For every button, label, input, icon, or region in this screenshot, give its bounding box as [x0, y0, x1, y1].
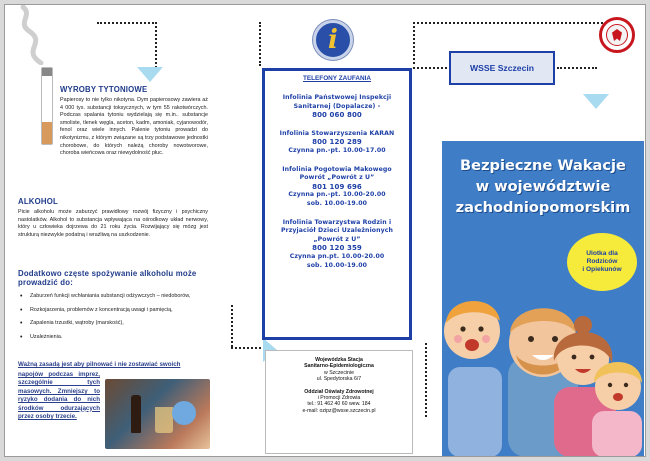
alcohol-text: Picie alkoholu może zaburzyć prawidłowy rozwój fizyczny i psychiczny nastolatków. Alkohol to substancja wpływająca na ośrodkowy układ nerwowy, który u człowieka dojrzewa do 21 roku życia. Rozwijający się mózg jest strukturą niezwykle podatną i wrażliwą na uszkodzenie. [18, 209, 208, 238]
hotline-phone: 800 060 800 [312, 111, 362, 120]
dotted-connector [259, 22, 261, 66]
hotlines-box [262, 68, 412, 340]
hotline-hours: Czynna pn.-pt. 10.00-20.00 [288, 191, 386, 199]
address-org: Wojewódzka Stacja [315, 357, 363, 363]
hotline-hours-saturday: sob. 10.00-19.00 [306, 261, 368, 269]
hotline-name: Infolinia Pogotowia Makowego Powrót „Powrót z U” [282, 165, 392, 182]
arrow-icon [583, 94, 609, 109]
emblem-icon [599, 17, 635, 53]
hotline-phone: 800 120 359 [312, 244, 362, 253]
badge-line: i Opiekunów [582, 266, 622, 273]
hotline-phone: 800 120 289 [312, 138, 362, 147]
dotted-connector [231, 305, 233, 347]
tobacco-heading: WYROBY TYTONIOWE [60, 85, 148, 94]
list-item: • Rozkojarzenia, problemów z koncentracją uwagi i pamięcią, [18, 307, 208, 315]
dotted-connector [413, 22, 603, 24]
address-street: ul. Spedytorska 6/7 [316, 376, 362, 383]
hotlines-title: TELEFONY ZAUFANIA [302, 75, 372, 82]
wsse-label-box [449, 51, 555, 85]
hotline-entry [271, 130, 403, 156]
cigarette-icon [41, 67, 53, 145]
address-email: e-mail: ozipz@wsse.szczecin.pl [302, 407, 376, 414]
dotted-connector [557, 67, 597, 69]
badge-line: Ulotka dla [586, 250, 618, 257]
audience-badge [567, 233, 637, 291]
tobacco-text-a [60, 97, 208, 158]
address-dept: Oddział Oświaty Zdrowotnej [304, 388, 374, 395]
dotted-connector [413, 22, 415, 64]
leaflet-title [442, 155, 644, 218]
dotted-connector [97, 22, 157, 24]
address-org: w Szczecinie [324, 369, 354, 376]
warning-line1: Ważną zasadą jest aby pilnować i nie zostawiać swoich [18, 361, 181, 368]
warning-text: napojów podczas imprez, szczególnie tych masowych. Zmniejszy to ryzyko dodania do nich środków odurzających przez osoby trzecie. [18, 371, 100, 421]
smoke-decoration [11, 5, 51, 65]
title-line: w województwie [475, 178, 611, 195]
alcohol-heading: ALKOHOL [18, 197, 58, 206]
hotline-name: Infolinia Państwowej Inspekcji Sanitarnej (Dopalacze) - [282, 94, 392, 110]
info-glyph: i [328, 25, 338, 55]
address-org: Sanitarno-Epidemiologiczna [304, 363, 374, 370]
cover-panel [442, 141, 644, 457]
dotted-connector [425, 343, 427, 417]
dotted-connector [413, 67, 447, 69]
hotline-phone: 801 109 696 [312, 182, 362, 191]
risks-list [18, 293, 208, 341]
address-phone: tel.: 91 462 40 60 wew. 184 [307, 401, 371, 408]
wsse-label: WSSE Szczecin [470, 63, 534, 73]
arrow-icon [137, 67, 163, 82]
tobacco-section [60, 85, 188, 97]
list-item: • Zapalenia trzustki, wątroby (marskość), [18, 320, 208, 328]
alcohol-section [18, 197, 208, 239]
hotline-hours: Czynna pn.-pt. 10.00-17.00 [288, 146, 386, 154]
list-item: • Zaburzeń funkcji wchłaniania substancji odżywczych – niedoborów, [18, 293, 208, 301]
hotline-name: Infolinia Stowarzyszenia KARAN [279, 129, 395, 137]
list-item: • Uzależnienia. [18, 334, 208, 342]
badge-line: Rodziców [586, 258, 618, 265]
hotline-hours: Czynna pn.pt. 10.00-20.00 [289, 252, 385, 260]
dotted-connector [231, 347, 261, 349]
hotline-entry [271, 219, 403, 271]
address-box [265, 350, 413, 454]
info-icon [313, 20, 353, 60]
risks-heading: Dodatkowo częste spożywanie alkoholu może prowadzić do: [18, 269, 197, 287]
hotline-entry [271, 166, 403, 209]
hotline-entry [271, 94, 403, 120]
hotline-name: Infolinia Towarzystwa Rodzin i Przyjaciół Dzieci Uzależnionych „Powrót z U” [280, 218, 394, 243]
family-illustration [442, 271, 644, 457]
party-photo [105, 379, 210, 449]
tobacco-text: Papierosy to nie tylko nikotyna. Dym papierosowy zawiera aż 4 000 tys. substancji toksycznych, w tym 55 rakotwórczych. Podczas spalania tytoniu wydzielają się m.in.. substancje smoliste, tlenek węgla, aceton, kadm, amoniak, cyjanowodór, fenol oraz wiele innych. Palenie tytoniu prowadzi do nikotynizmu, z którym związane są trzy podstawowe jednostki chorobowe, do których należą choroby nowotworowe, choroba wieńcowa oraz niewydolność płuc. [60, 97, 208, 157]
leaflet-sheet [4, 4, 646, 457]
dotted-connector [155, 22, 157, 68]
risks-section [18, 269, 208, 347]
address-dept: i Promocji Zdrowia [317, 395, 361, 402]
hotline-hours-saturday: sob. 10.00-19.00 [306, 199, 368, 207]
title-line: Bezpieczne Wakacje [460, 157, 626, 174]
title-line: zachodniopomorskim [455, 199, 631, 216]
